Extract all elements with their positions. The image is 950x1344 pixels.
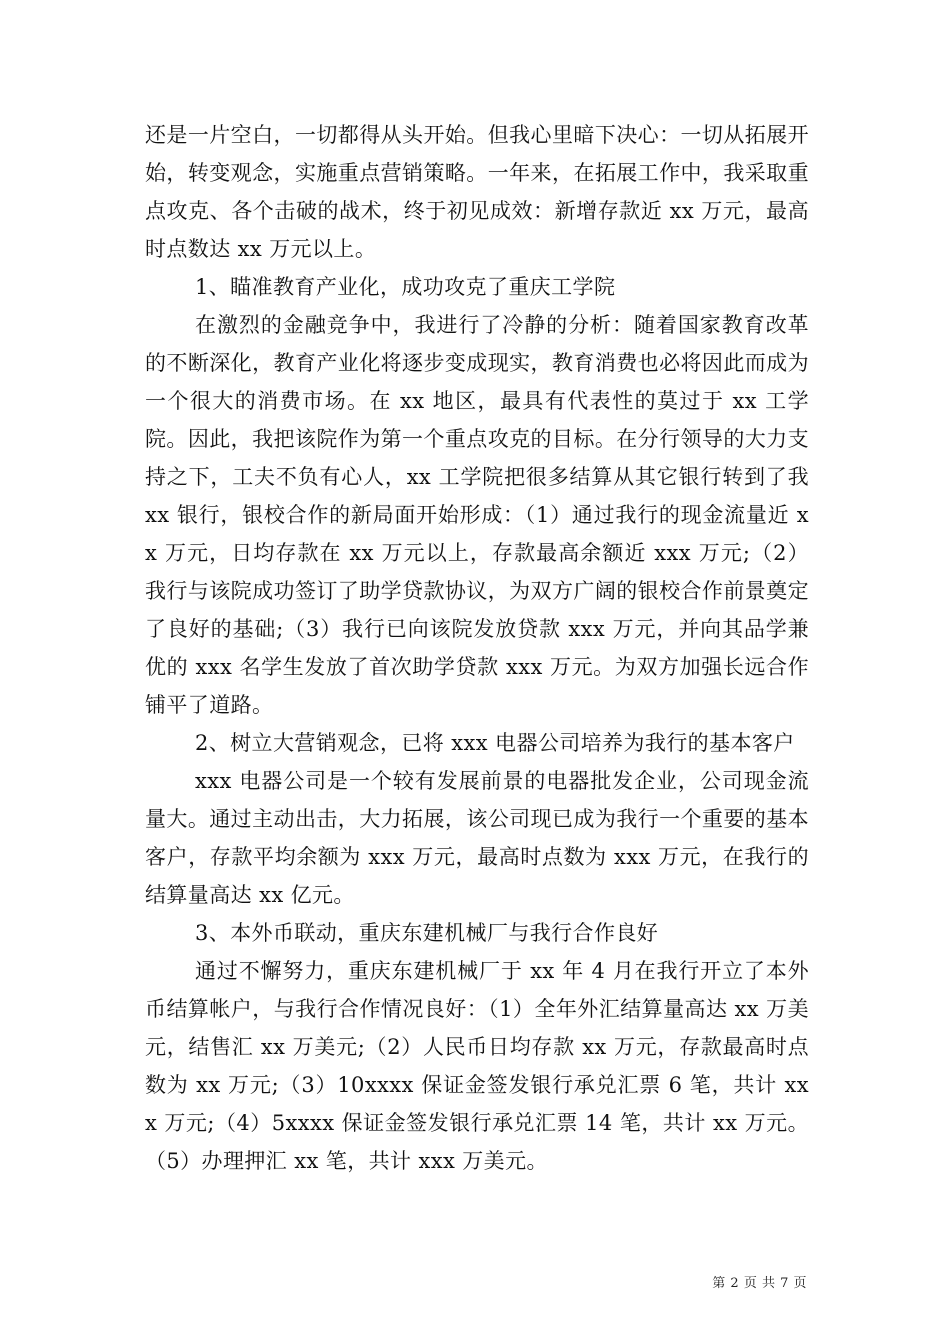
paragraph-section-3: 通过不懈努力，重庆东建机械厂于 xx 年 4 月在我行开立了本外币结算帐户，与我行合作情况良好：（1）全年外汇结算量高达 xx 万美元，结售汇 xx 万美元;（2）人民币日均存款 xx 万元，存款最高时点数为 xx 万元;（3）10xxxx 保证金签发银行承兑汇票 6 笔，共计 xxx 万元;（4）5xxxx 保证金签发银行承兑汇票 14 笔，共计 xx 万元。（5）办理押汇 xx 笔，共计 xxx 万美元。 (145, 959, 809, 1173)
document-body (145, 116, 809, 1180)
heading-section-3: 3、本外币联动，重庆东建机械厂与我行合作良好 (195, 921, 659, 945)
heading-section-1: 1、瞄准教育产业化，成功攻克了重庆工学院 (195, 275, 616, 299)
paragraph-section-2: xxx 电器公司是一个较有发展前景的电器批发企业，公司现金流量大。通过主动出击，大力拓展，该公司现已成为我行一个重要的基本客户，存款平均余额为 xxx 万元，最高时点数为 xxx 万元，在我行的结算量高达 xx 亿元。 (145, 769, 809, 907)
paragraph-section-1: 在激烈的金融竞争中，我进行了冷静的分析：随着国家教育改革的不断深化，教育产业化将逐步变成现实，教育消费也必将因此而成为一个很大的消费市场。在 xx 地区，最具有代表性的莫过于 xx 工学院。因此，我把该院作为第一个重点攻克的目标。在分行领导的大力支持之下，工夫不负有心人，xx 工学院把很多结算从其它银行转到了我 xx 银行，银校合作的新局面开始形成：（1）通过我行的现金流量近 xx 万元，日均存款在 xx 万元以上，存款最高余额近 xxx 万元;（2）我行与该院成功签订了助学贷款协议，为双方广阔的银校合作前景奠定了良好的基础;（3）我行已向该院发放贷款 xxx 万元，并向其品学兼优的 xxx 名学生发放了首次助学贷款 xxx 万元。为双方加强长远合作铺平了道路。 (145, 313, 809, 717)
page-number-footer: 第 2 页 共 7 页 (712, 1276, 807, 1291)
paragraph-intro: 还是一片空白，一切都得从头开始。但我心里暗下决心：一切从拓展开始，转变观念，实施重点营销策略。一年来，在拓展工作中，我采取重点攻克、各个击破的战术，终于初见成效：新增存款近 xx 万元，最高时点数达 xx 万元以上。 (145, 123, 809, 261)
heading-section-2: 2、树立大营销观念，已将 xxx 电器公司培养为我行的基本客户 (195, 731, 795, 755)
